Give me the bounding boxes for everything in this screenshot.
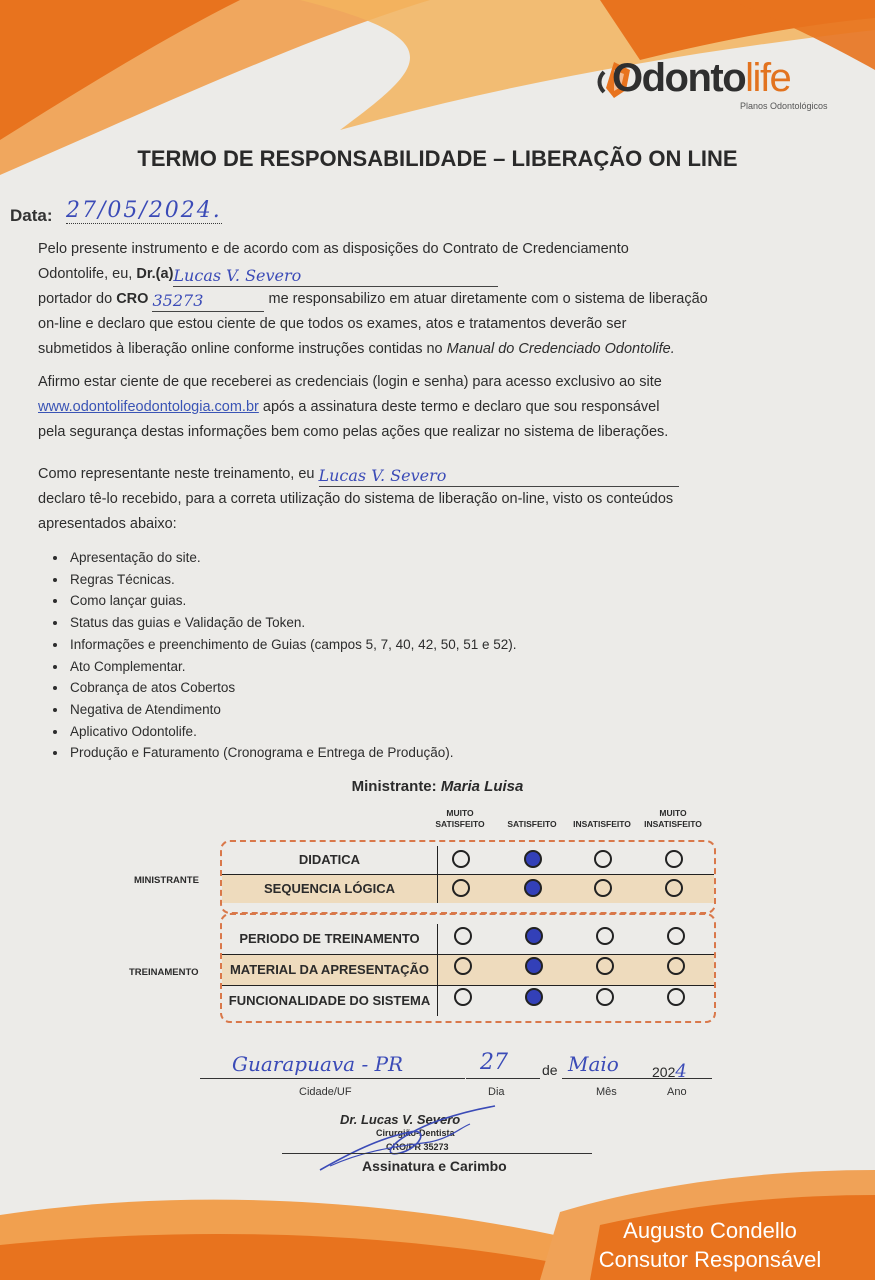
rating-radio-selected[interactable] bbox=[524, 850, 542, 868]
list-item: • Aplicativo Odontolife. bbox=[68, 721, 517, 743]
rating-radio[interactable] bbox=[667, 988, 685, 1006]
rating-row: DIDATICA bbox=[222, 846, 714, 875]
topics-list bbox=[48, 547, 517, 764]
rating-radio-selected[interactable] bbox=[524, 879, 542, 897]
city-label: Cidade/UF bbox=[299, 1086, 352, 1098]
rating-radio[interactable] bbox=[454, 927, 472, 945]
list-item: • Cobrança de atos Cobertos bbox=[68, 677, 517, 699]
representative-name-field: Lucas V. Severo bbox=[319, 466, 679, 487]
paragraph-credentials: Afirmo estar ciente de que receberei as credenciais (login e senha) para acesso exclusivo ao site www.odontolifeodontologia.com.br após a assinatura deste termo e declaro que sou responsável pela segurança destas informações bem como pelas ações que realizar no sistema de liberações. bbox=[38, 374, 669, 440]
rating-radio[interactable] bbox=[665, 850, 683, 868]
stamp-name: Dr. Lucas V. Severo bbox=[340, 1112, 461, 1127]
logo-wordmark: Odontolife bbox=[612, 56, 791, 100]
rating-radio-selected[interactable] bbox=[525, 988, 543, 1006]
rating-radio[interactable] bbox=[596, 988, 614, 1006]
signature-label: Assinatura e Carimbo bbox=[362, 1158, 507, 1174]
stamp-role: Cirurgião-Dentista bbox=[376, 1128, 455, 1138]
cro-field: 35273 bbox=[152, 291, 264, 312]
list-item: • Informações e preenchimento de Guias (campos 5, 7, 40, 42, 50, 51 e 52). bbox=[68, 634, 517, 656]
day-label: Dia bbox=[488, 1086, 505, 1098]
list-item: • Status das guias e Validação de Token. bbox=[68, 612, 517, 634]
rating-radio[interactable] bbox=[596, 927, 614, 945]
logo-tagline: Planos Odontológicos bbox=[740, 101, 828, 111]
rating-radio[interactable] bbox=[594, 879, 612, 897]
rating-radio[interactable] bbox=[452, 879, 470, 897]
year-line bbox=[650, 1078, 712, 1079]
rating-radio[interactable] bbox=[452, 850, 470, 868]
year-value: 2024 bbox=[652, 1061, 687, 1082]
signature-line bbox=[282, 1153, 592, 1154]
page-title: TERMO DE RESPONSABILIDADE – LIBERAÇÃO ON LINE bbox=[137, 146, 738, 171]
list-item: • Apresentação do site. bbox=[68, 547, 517, 569]
date-value: 27/05/2024. bbox=[66, 198, 222, 223]
column-header-muito-insatisfeito: MUITO INSATISFEITO bbox=[644, 808, 702, 829]
list-item: • Produção e Faturamento (Cronograma e Entrega de Produção). bbox=[68, 742, 517, 764]
list-item: • Regras Técnicas. bbox=[68, 569, 517, 591]
ministrante-rating-group bbox=[220, 840, 716, 914]
list-item: • Negativa de Atendimento bbox=[68, 699, 517, 721]
de-text: de bbox=[542, 1062, 558, 1078]
column-header-insatisfeito: INSATISFEITO bbox=[573, 819, 631, 829]
rating-row: MATERIAL DA APRESENTAÇÃO bbox=[222, 955, 714, 986]
rating-row: SEQUENCIA LÓGICA bbox=[222, 875, 714, 903]
list-item: • Ato Complementar. bbox=[68, 656, 517, 678]
dr-name-field: Lucas V. Severo bbox=[173, 266, 498, 287]
paragraph-contract: Pelo presente instrumento e de acordo com as disposições do Contrato de Credenciamento Odontolife, eu, Dr.(a)Lucas V. Severo portador do CRO 35273 me responsabilizo em atuar diretamente com o sistema de liberação on-line e declaro que estou ciente de que todos os exames, atos e tratamentos deverão ser submetidos à liberação online conforme instruções contidas no Manual do Credenciado Odontolife. bbox=[38, 241, 708, 357]
manual-name: Manual do Credenciado Odontolife. bbox=[446, 341, 675, 357]
month-label: Mês bbox=[596, 1086, 617, 1098]
rating-radio[interactable] bbox=[667, 957, 685, 975]
column-header-satisfeito: SATISFEITO bbox=[507, 819, 557, 829]
ministrante-heading: Ministrante: Maria Luisa bbox=[351, 778, 524, 795]
group-label-ministrante: MINISTRANTE bbox=[134, 875, 199, 886]
month-value: Maio bbox=[568, 1052, 619, 1076]
rating-radio[interactable] bbox=[596, 957, 614, 975]
list-item: • Como lançar guias. bbox=[68, 590, 517, 612]
city-value: Guarapuava - PR bbox=[232, 1052, 404, 1076]
year-label: Ano bbox=[667, 1086, 687, 1098]
day-line bbox=[466, 1078, 540, 1079]
paragraph-representative: Como representante neste treinamento, eu Lucas V. Severo declaro tê-lo recebido, para a correta utilização do sistema de liberação on-line, visto os conteúdos apresentados abaixo: bbox=[38, 462, 838, 537]
footer-consultant: Augusto Condello Consutor Responsável bbox=[598, 1218, 822, 1272]
rating-radio[interactable] bbox=[667, 927, 685, 945]
day-value: 27 bbox=[480, 1050, 508, 1075]
rating-radio-selected[interactable] bbox=[525, 927, 543, 945]
rating-radio[interactable] bbox=[454, 957, 472, 975]
site-link[interactable]: www.odontolifeodontologia.com.br bbox=[38, 399, 259, 415]
rating-radio[interactable] bbox=[454, 988, 472, 1006]
rating-row: FUNCIONALIDADE DO SISTEMA bbox=[222, 986, 714, 1016]
date-label: Data: bbox=[10, 206, 53, 225]
column-header-muito-satisfeito: MUITO SATISFEITO bbox=[435, 808, 485, 829]
group-label-treinamento: TREINAMENTO bbox=[129, 967, 199, 978]
rating-radio-selected[interactable] bbox=[525, 957, 543, 975]
city-line bbox=[200, 1078, 465, 1079]
stamp-cro: CRO/PR 35273 bbox=[386, 1142, 449, 1152]
rating-row: PERIODO DE TREINAMENTO bbox=[222, 924, 714, 955]
rating-radio[interactable] bbox=[594, 850, 612, 868]
rating-radio[interactable] bbox=[665, 879, 683, 897]
month-line bbox=[562, 1078, 650, 1079]
